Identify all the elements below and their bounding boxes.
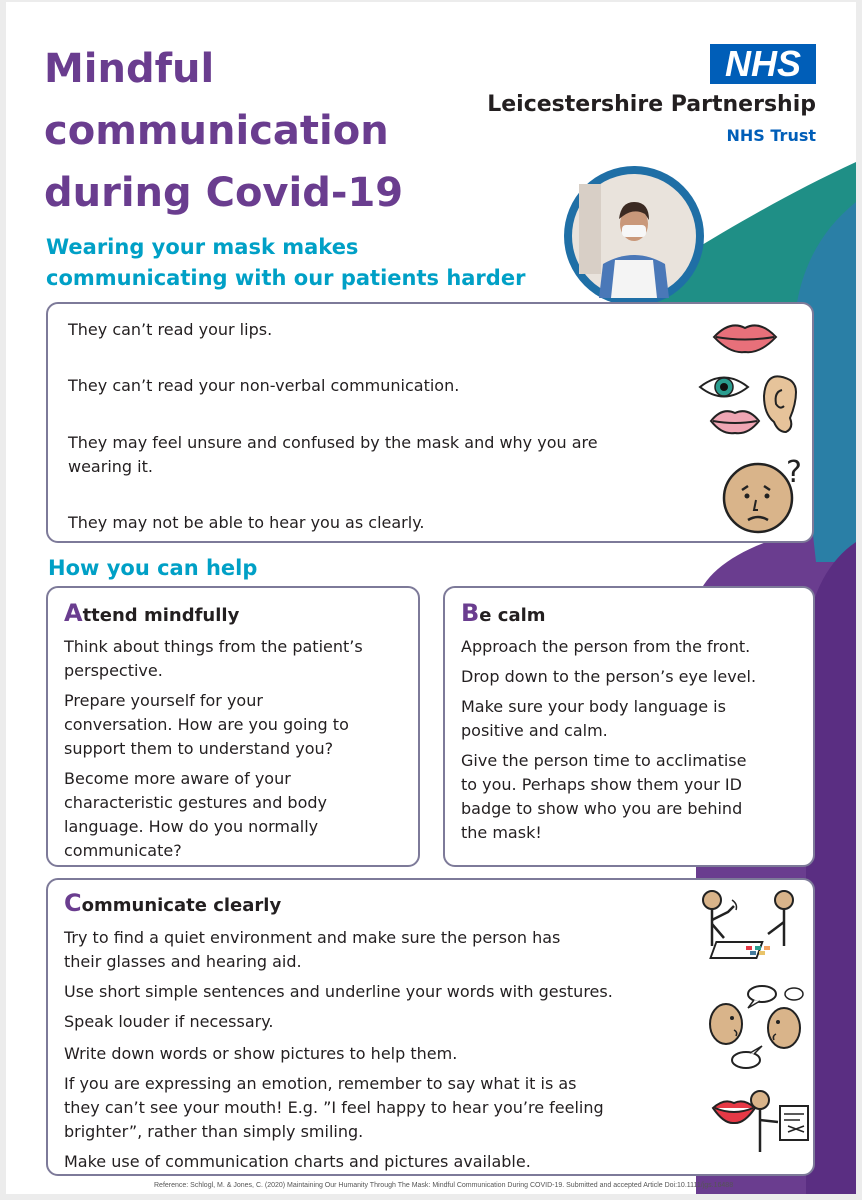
communicate-heading bbox=[64, 890, 281, 919]
communicate-line-4: Speak louder if necessary. bbox=[64, 1012, 274, 1031]
gesture-people-icon bbox=[698, 888, 798, 974]
attend-line-9: communicate? bbox=[64, 841, 182, 860]
calm-line-8: the mask! bbox=[461, 823, 542, 842]
attend-line-3: Prepare yourself for your bbox=[64, 691, 263, 710]
communicate-line-3: Use short simple sentences and underline your words with gestures. bbox=[64, 982, 613, 1001]
communicate-line-9: Make use of communication charts and pictures available. bbox=[64, 1152, 531, 1171]
difficulty-2: They can’t read your non-verbal communication. bbox=[68, 376, 460, 395]
mouth-icon bbox=[708, 404, 762, 438]
difficulty-3: They may feel unsure and confused by the mask and why you are bbox=[68, 433, 598, 452]
communicate-initial: C bbox=[64, 889, 82, 917]
svg-text:?: ? bbox=[786, 455, 802, 490]
communicate-line-5: Write down words or show pictures to help them. bbox=[64, 1044, 458, 1063]
calm-line-4: positive and calm. bbox=[461, 721, 608, 740]
communicate-line-1: Try to find a quiet environment and make sure the person has bbox=[64, 928, 561, 947]
conversation-faces-icon bbox=[706, 984, 806, 1074]
calm-line-1: Approach the person from the front. bbox=[461, 637, 751, 656]
attend-initial: A bbox=[64, 599, 83, 627]
subtitle-line-2: communicating with our patients harder bbox=[46, 266, 526, 290]
title-line-2: communication bbox=[44, 108, 389, 154]
difficulties-card bbox=[46, 302, 814, 543]
nhs-logo: NHS bbox=[710, 44, 816, 84]
calm-title: e calm bbox=[479, 605, 546, 626]
attend-line-7: characteristic gestures and body bbox=[64, 793, 327, 812]
calm-heading bbox=[461, 600, 546, 629]
attend-line-4: conversation. How are you going to bbox=[64, 715, 349, 734]
attend-line-6: Become more aware of your bbox=[64, 769, 291, 788]
calm-line-6: to you. Perhaps show them your ID bbox=[461, 775, 742, 794]
confused-face-icon bbox=[720, 452, 812, 544]
poster bbox=[6, 2, 856, 1194]
lips-icon bbox=[710, 318, 780, 356]
nurse-photo bbox=[559, 164, 709, 314]
difficulty-3-cont: wearing it. bbox=[68, 457, 153, 476]
communicate-line-6: If you are expressing an emotion, remember to say what it is as bbox=[64, 1074, 577, 1093]
difficulty-1: They can’t read your lips. bbox=[68, 320, 273, 339]
attend-line-2: perspective. bbox=[64, 661, 163, 680]
eye-icon bbox=[698, 372, 750, 402]
ear-icon bbox=[760, 370, 798, 436]
calm-line-7: badge to show who you are behind bbox=[461, 799, 743, 818]
writing-person-icon bbox=[748, 1088, 812, 1158]
subtitle-line-1: Wearing your mask makes bbox=[46, 235, 359, 259]
attend-heading bbox=[64, 600, 239, 629]
trust-label: NHS Trust bbox=[726, 126, 816, 145]
calm-initial: B bbox=[461, 599, 480, 627]
title-line-1: Mindful bbox=[44, 46, 215, 92]
attend-line-1: Think about things from the patient’s bbox=[64, 637, 363, 656]
attend-title: ttend mindfully bbox=[82, 605, 240, 626]
communicate-line-2: their glasses and hearing aid. bbox=[64, 952, 302, 971]
organisation-name: Leicestershire Partnership bbox=[487, 92, 816, 117]
attend-line-8: language. How do you normally bbox=[64, 817, 319, 836]
title-line-3: during Covid-19 bbox=[44, 170, 404, 216]
attend-line-5: support them to understand you? bbox=[64, 739, 334, 758]
calm-line-3: Make sure your body language is bbox=[461, 697, 726, 716]
communicate-card bbox=[46, 878, 815, 1176]
attend-card bbox=[46, 586, 420, 867]
calm-line-5: Give the person time to acclimatise bbox=[461, 751, 747, 770]
communicate-line-8: brighter”, rather than simply smiling. bbox=[64, 1122, 364, 1141]
page-title bbox=[44, 38, 403, 224]
communicate-title: ommunicate clearly bbox=[81, 895, 282, 916]
calm-card bbox=[443, 586, 815, 867]
reference-note: Reference: Schlogl, M. & Jones, C. (2020) Maintaining Our Humanity Through The Mask: Mindful Communication During COVID-19. Submitted and accepted Article Doi:10.1111/jgs.16488 bbox=[154, 1182, 734, 1189]
help-heading: How you can help bbox=[48, 556, 258, 580]
subtitle bbox=[46, 232, 525, 294]
difficulty-4: They may not be able to hear you as clearly. bbox=[68, 513, 425, 532]
communicate-line-7: they can’t see your mouth! E.g. ”I feel happy to hear you’re feeling bbox=[64, 1098, 604, 1117]
calm-line-2: Drop down to the person’s eye level. bbox=[461, 667, 757, 686]
